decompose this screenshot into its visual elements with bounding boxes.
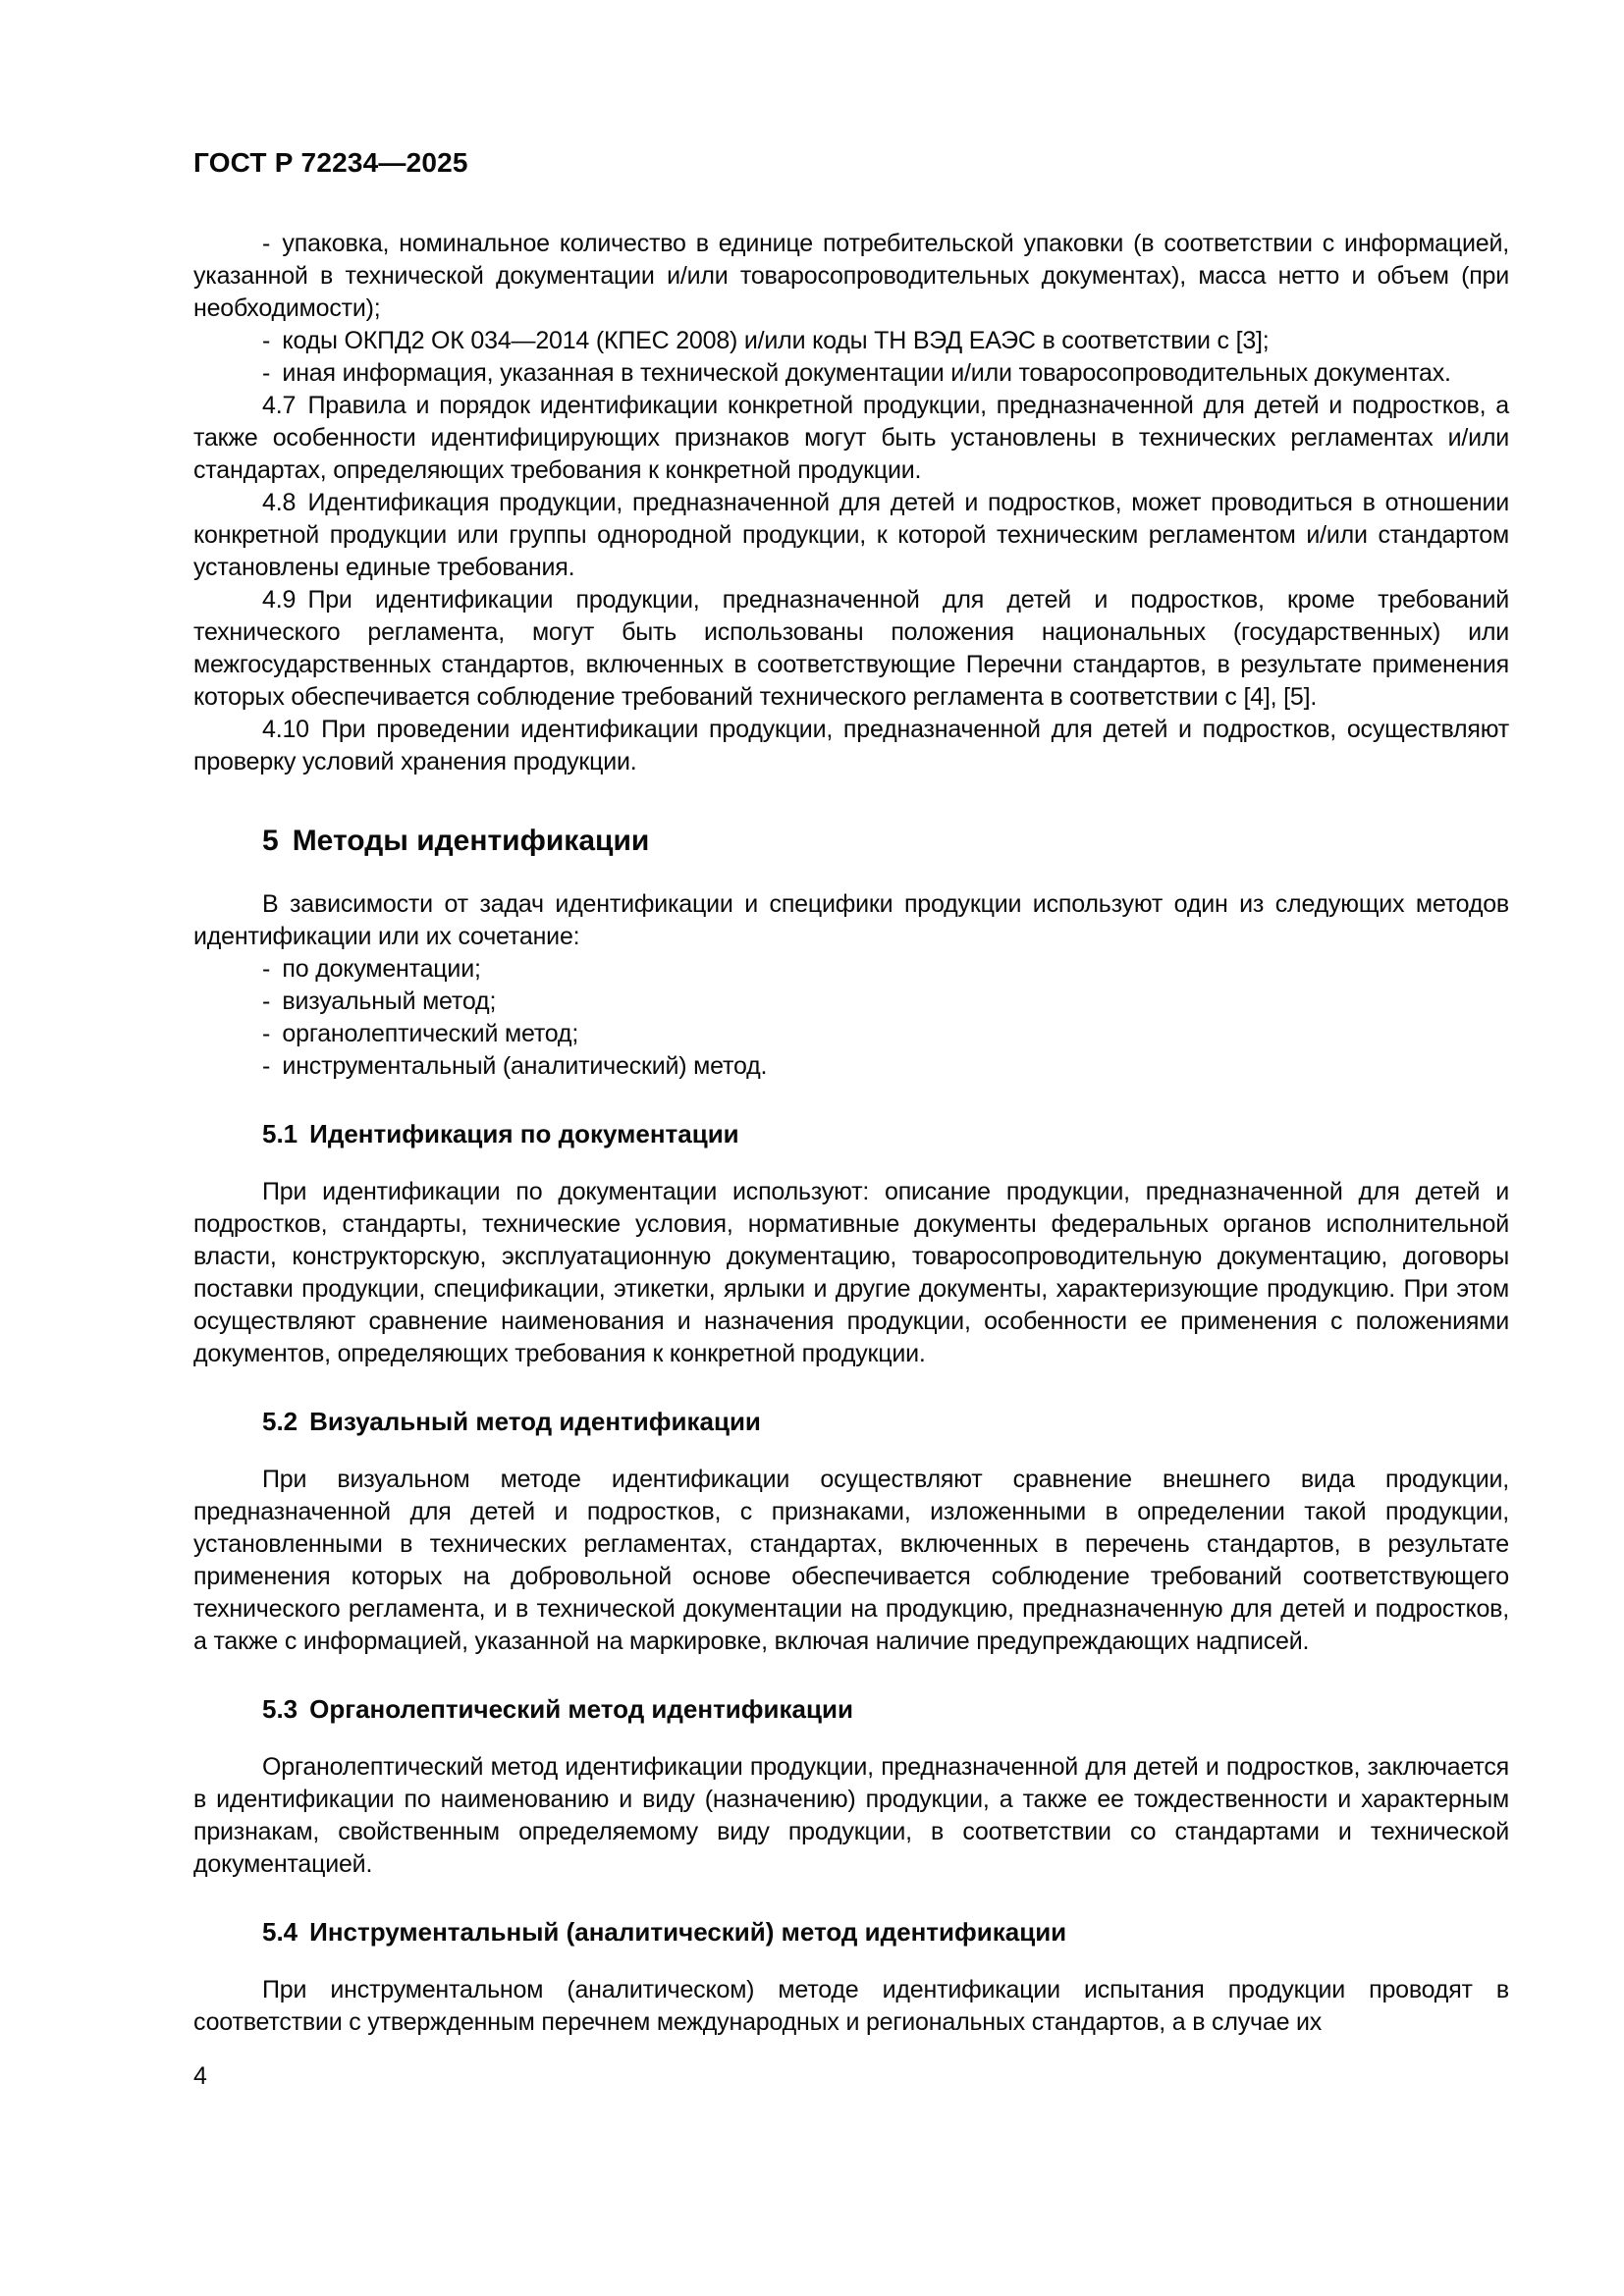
subsection-5-2-body: При визуальном методе идентификации осуществляют сравнение внешнего вида продукции, предназначенной для детей и подростков, с признаками, изложенными в определении такой продукции, установленными в технических регламентах, стандартах, включенных в перечень стандартов, в результате применения которых на добровольной основе обеспечивается соблюдение требований соответствующего технического регламента, и в технической документации на продукцию, предназначенную для детей и подростков, а также с информацией, указанной на маркировке, включая наличие предупреждающих надписей. bbox=[193, 1466, 1509, 1655]
clause-4-8: 4.8 Идентификация продукции, предназначенной для детей и подростков, может проводиться в отношении конкретной продукции или группы однородной продукции, к которой техническим регламентом и/или стандартом установлены единые требования. bbox=[193, 489, 1509, 581]
list-item-codes: - коды ОКПД2 ОК 034—2014 (КПЕС 2008) и/или коды ТН ВЭД ЕАЭС в соответствии с [3]; bbox=[262, 327, 1270, 354]
section-5-title: Методы идентификации bbox=[292, 825, 650, 857]
subsection-5-3-heading bbox=[193, 1693, 1509, 1726]
subsection-5-3-title: Органолептический метод идентификации bbox=[309, 1694, 853, 1724]
subsection-5-4-title: Инструментальный (аналитический) метод идентификации bbox=[309, 1917, 1067, 1947]
subsection-5-2-heading bbox=[193, 1406, 1509, 1438]
subsection-5-4-number: 5.4 bbox=[262, 1917, 298, 1947]
method-item-instrumental: - инструментальный (аналитический) метод. bbox=[262, 1052, 768, 1080]
list-item-other-info: - иная информация, указанная в технической документации и/или товаросопроводительных документах. bbox=[262, 359, 1451, 387]
method-item-organoleptic: - органолептический метод; bbox=[262, 1020, 579, 1047]
subsection-5-1-heading bbox=[193, 1118, 1509, 1150]
doc-number-header: ГОСТ Р 72234—2025 bbox=[193, 147, 468, 178]
subsection-5-2-number: 5.2 bbox=[262, 1407, 298, 1436]
subsection-5-2-title: Визуальный метод идентификации bbox=[309, 1407, 761, 1436]
subsection-5-4-body: При инструментальном (аналитическом) методе идентификации испытания продукции проводят в соответствии с утвержденным перечнем международных и региональных стандартов, а в случае их bbox=[193, 1976, 1509, 2036]
section-5-heading bbox=[193, 824, 1509, 859]
subsection-5-3-body: Органолептический метод идентификации продукции, предназначенной для детей и подростков, заключается в идентификации по наименованию и виду (назначению) продукции, а также ее тождественности и характерным признакам, свойственным определяемому виду продукции, в соответствии со стандартами и технической документацией. bbox=[193, 1753, 1509, 1878]
section-5-intro: В зависимости от задач идентификации и специфики продукции используют один из следующих методов идентификации или их сочетание: bbox=[193, 890, 1509, 950]
list-item-packaging: - упаковка, номинальное количество в единице потребительской упаковки (в соответствии с информацией, указанной в технической документации и/или товаросопроводительных документах), масса нетто и объем (при необходимости); bbox=[193, 230, 1509, 322]
subsection-5-3-number: 5.3 bbox=[262, 1694, 298, 1724]
document-content bbox=[193, 228, 1509, 2093]
section-5-number: 5 bbox=[262, 825, 279, 857]
clause-4-7: 4.7 Правила и порядок идентификации конкретной продукции, предназначенной для детей и подростков, а также особенности идентифицирующих признаков могут быть установлены в технических регламентах и/или стандартах, определяющих требования к конкретной продукции. bbox=[193, 392, 1509, 484]
page-number: 4 bbox=[193, 2062, 207, 2090]
subsection-5-1-body: При идентификации по документации используют: описание продукции, предназначенной для детей и подростков, стандарты, технические условия, нормативные документы федеральных органов исполнительной власти, конструкторскую, эксплуатационную документацию, товаросопроводительную документацию, договоры поставки продукции, спецификации, этикетки, ярлыки и другие документы, характеризующие продукцию. При этом осуществляют сравнение наименования и назначения продукции, особенности ее применения с положениями документов, определяющих требования к конкретной продукции. bbox=[193, 1178, 1509, 1367]
clause-4-9: 4.9 При идентификации продукции, предназначенной для детей и подростков, кроме требований технического регламента, могут быть использованы положения национальных (государственных) или межгосударственных стандартов, включенных в соответствующие Перечни стандартов, в результате применения которых обеспечивается соблюдение требований технического регламента в соответствии с [4], [5]. bbox=[193, 586, 1509, 711]
subsection-5-4-heading bbox=[193, 1916, 1509, 1949]
method-item-visual: - визуальный метод; bbox=[262, 988, 497, 1015]
method-item-documentation: - по документации; bbox=[262, 955, 481, 983]
subsection-5-1-number: 5.1 bbox=[262, 1119, 298, 1148]
subsection-5-1-title: Идентификация по документации bbox=[309, 1119, 739, 1148]
clause-4-10: 4.10 При проведении идентификации продукции, предназначенной для детей и подростков, осуществляют проверку условий хранения продукции. bbox=[193, 716, 1509, 775]
